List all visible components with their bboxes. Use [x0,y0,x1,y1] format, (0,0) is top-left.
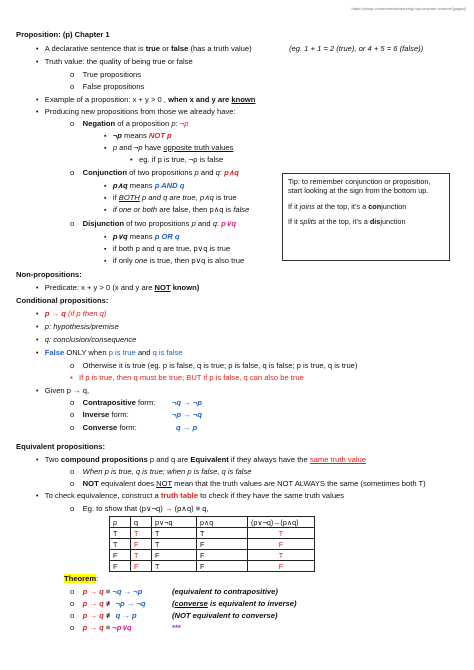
disjunction-means: ▪ p∨q means p OR q [104,232,180,241]
table-cell: F [131,561,152,572]
line-true-props: o True propositions [70,70,142,79]
theorem-1-note: (equivalent to contrapositive) [172,587,278,596]
cond-false-only: • False ONLY when p is true and q is false [36,348,183,357]
theorem-3-note: (NOT equivalent to converse) [172,611,278,620]
line-false-props: o False propositions [70,82,145,91]
theorem-label: Theorem: [64,574,99,583]
table-row [110,539,315,550]
table-cell: F [197,561,248,572]
header-url: https://pinup.com/notes/uniworking-hq/computer-science/[page#] [351,6,466,11]
line-truth-value: • Truth value: the quality of being true or false [36,57,193,66]
theorem-2: o p → q ≢ ¬p → ¬q [70,599,146,608]
table-header-cell: p∨¬q [152,517,197,528]
table-header-cell: p∧q [197,517,248,528]
negation-means: ▪ ¬p means NOT p [104,131,172,140]
table-cell: T [152,528,197,539]
line-example-prop: • Example of a proposition: x + y > 0 , when x and y are known [36,95,256,104]
table-cell: T [197,528,248,539]
table-cell: F [248,561,315,572]
conditional-heading: Conditional propositions: [16,296,109,305]
equivalent-heading: Equivalent propositions: [16,442,106,451]
cond-hypothesis: • p: hypothesis/premise [36,322,119,331]
cond-otherwise: o Otherwise it is true (eg. p is false, q is true; p is false, q is false; p is true, q is true) [70,361,358,370]
truth-table [109,516,315,572]
tip-box [282,173,450,261]
table-cell: T [131,528,152,539]
cond-arrow: • p → q (if p then q) [36,309,107,318]
disjunction-one: ▪ if only one is true, then p∨q is also true [104,256,245,265]
table-cell: F [110,550,131,561]
line-producing: • Producing new propositions from those we already have: [36,107,236,116]
contrapositive-expr: ¬q → ¬p [172,398,202,407]
conjunction-means: ▪ p∧q means p AND q [104,181,185,190]
predicate-line: • Predicate: x + y > 0 (x and y are NOT known) [36,283,200,292]
table-cell: F [131,539,152,550]
table-cell: F [197,539,248,550]
cond-must: ▪ If p is true, then q must be true; BUT if p is false, q can also be true [70,373,304,382]
table-cell: T [131,550,152,561]
conjunction-false: ▪ if one or both are false, then p∧q is false [104,205,250,214]
page-title: Proposition: (p) Chapter 1 [16,30,110,39]
table-cell: F [152,550,197,561]
tip-conjunction: If it joins at the top, it’s a conjunction [288,201,407,211]
theorem-2-note: (converse is equivalent to inverse) [172,599,297,608]
disjunction-both: ▪ if both p and q are true, p∨q is true [104,244,231,253]
tip-intro: Tip: to remember conjunction or proposition, start looking at the sign from the bottom up. [288,177,431,196]
not-equivalent-note: o NOT equivalent does NOT mean that the truth values are NOT ALWAYS the same (sometimes both T) [70,479,426,488]
theorem-4-note: *** [172,623,181,632]
table-cell: F [248,539,315,550]
tip-disjunction: If it splits at the top, it’s a disjunction [288,217,406,227]
disjunction-heading: o Disjunction of two propositions p and q: p∨q [70,219,236,228]
negation-opposite: ▪ p and ¬p have opposite truth values [104,143,234,152]
theorem-4: o p → q ≡ ¬p∨q [70,623,132,632]
inverse-form: o Inverse form: [70,410,129,419]
truth-table-example: o Eg. to show that (p∨¬q) → (p∧q) ≡ q, [70,504,209,513]
equivalent-when: o When p is true, q is true; when p is false, q is false [70,467,252,476]
negation-heading: o Negation of a proposition p: ¬p [70,119,189,128]
definition-example: (eg. 1 + 1 = 2 (true), or 4 + 5 = 6 (false)) [289,44,424,53]
converse-expr: q → p [176,423,198,432]
cond-conclusion: • q: conclusion/consequence [36,335,137,344]
table-cell: T [248,528,315,539]
check-equivalence: • To check equivalence, construct a truth table to check if they have the same truth values [36,491,345,500]
table-header-cell: (p∨¬q)→(p∧q) [248,517,315,528]
table-cell: T [152,561,197,572]
equivalent-definition: • Two compound propositions p and q are Equivalent if they always have the same truth value [36,455,366,464]
table-cell: T [152,539,197,550]
inverse-expr: ¬p → ¬q [172,410,202,419]
table-cell: T [248,550,315,561]
contrapositive-form: o Contrapositive form: [70,398,156,407]
conjunction-both: ▪ if BOTH p and q are true, p∧q is true [104,193,237,202]
converse-form: o Converse form: [70,423,137,432]
cond-given: • Given p → q, [36,386,90,395]
negation-example: • eg. if p is true, ¬p is false [130,155,224,164]
table-header-cell: q [131,517,152,528]
table-cell: F [197,550,248,561]
table-row [110,561,315,572]
truth-table-header [110,517,315,528]
table-row [110,550,315,561]
conjunction-heading: o Conjunction of two propositions p and q: p∧q [70,168,239,177]
table-cell: T [110,539,131,550]
theorem-3: o p → q ≢ q → p [70,611,137,620]
table-header-cell: p [110,517,131,528]
line-definition: • A declarative sentence that is true or false (has a truth value) [36,44,252,53]
table-row [110,528,315,539]
theorem-1: o p → q ≡ ¬q → ¬p [70,587,143,596]
nonprop-heading: Non-propositions: [16,270,82,279]
table-cell: T [110,528,131,539]
table-cell: F [110,561,131,572]
